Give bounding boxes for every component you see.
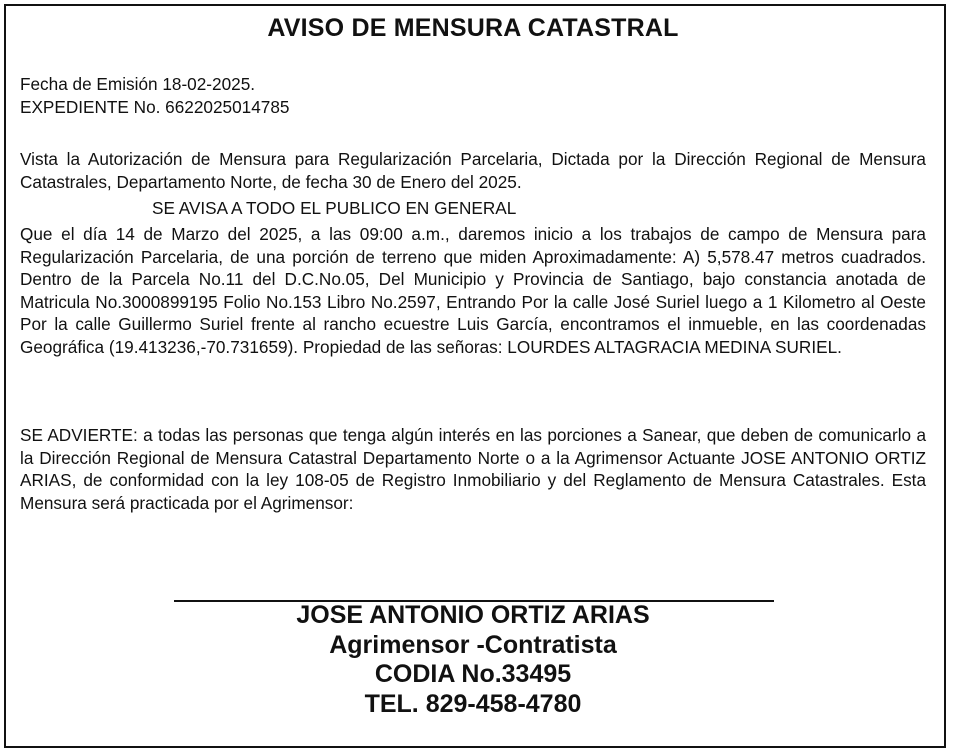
- surveyor-role: Agrimensor -Contratista: [329, 630, 617, 659]
- codia-number: CODIA No.33495: [374, 660, 572, 688]
- notice-meta: [20, 73, 926, 118]
- main-paragraph: Que el día 14 de Marzo del 2025, a las 09:00 a.m., daremos inicio a los trabajos de campo de Mensura para Regularización Parcelaria, de una porción de terreno que miden Aproximadamente: A) 5,578.47 metros cuadrados. Dentro de la Parcela No.11 del D.C.No.05, Del Municipio y Provincia de Santiago, bajo constancia anotada de Matricula No.3000899195 Folio No.153 Libro No.2597, Entrando Por la calle José Suriel luego a 1 Kilometro al Oeste Por la calle Guillermo Suriel frente al rancho ecuestre Luis García, encontramos el inmueble, en las coordenadas Geográfica (19.413236,-70.731659). Propiedad de las señoras: LOURDES ALTAGRACIA MEDINA SURIEL.: [20, 224, 926, 357]
- surveyor-name: JOSE ANTONIO ORTIZ ARIAS: [296, 601, 650, 629]
- issue-date: Fecha de Emisión 18-02-2025.: [20, 74, 256, 94]
- signature-block: [0, 601, 946, 719]
- phone-number: TEL. 829-458-4780: [364, 689, 582, 718]
- warning-paragraph: SE ADVIERTE: a todas las personas que tenga algún interés en las porciones a Sanear, que deben de comunicarlo a la Dirección Regional de Mensura Catastral Departamento Norte o a la Agrimensor Actuante JOSE ANTONIO ORTIZ ARIAS, de conformidad con la ley 108-05 de Registro Inmobiliario y del Reglamento de Mensura Catastrales. Esta Mensura será practicada por el Agrimensor:: [20, 425, 926, 513]
- public-notice-heading: SE AVISA A TODO EL PUBLICO EN GENERAL: [152, 198, 517, 218]
- file-number: EXPEDIENTE No. 6622025014785: [20, 96, 290, 117]
- notice-title: AVISO DE MENSURA CATASTRAL: [267, 14, 679, 42]
- intro-paragraph: Vista la Autorización de Mensura para Regularización Parcelaria, Dictada por la Dirección Regional de Mensura Catastrales, Departamento Norte, de fecha 30 de Enero del 2025.: [20, 149, 926, 192]
